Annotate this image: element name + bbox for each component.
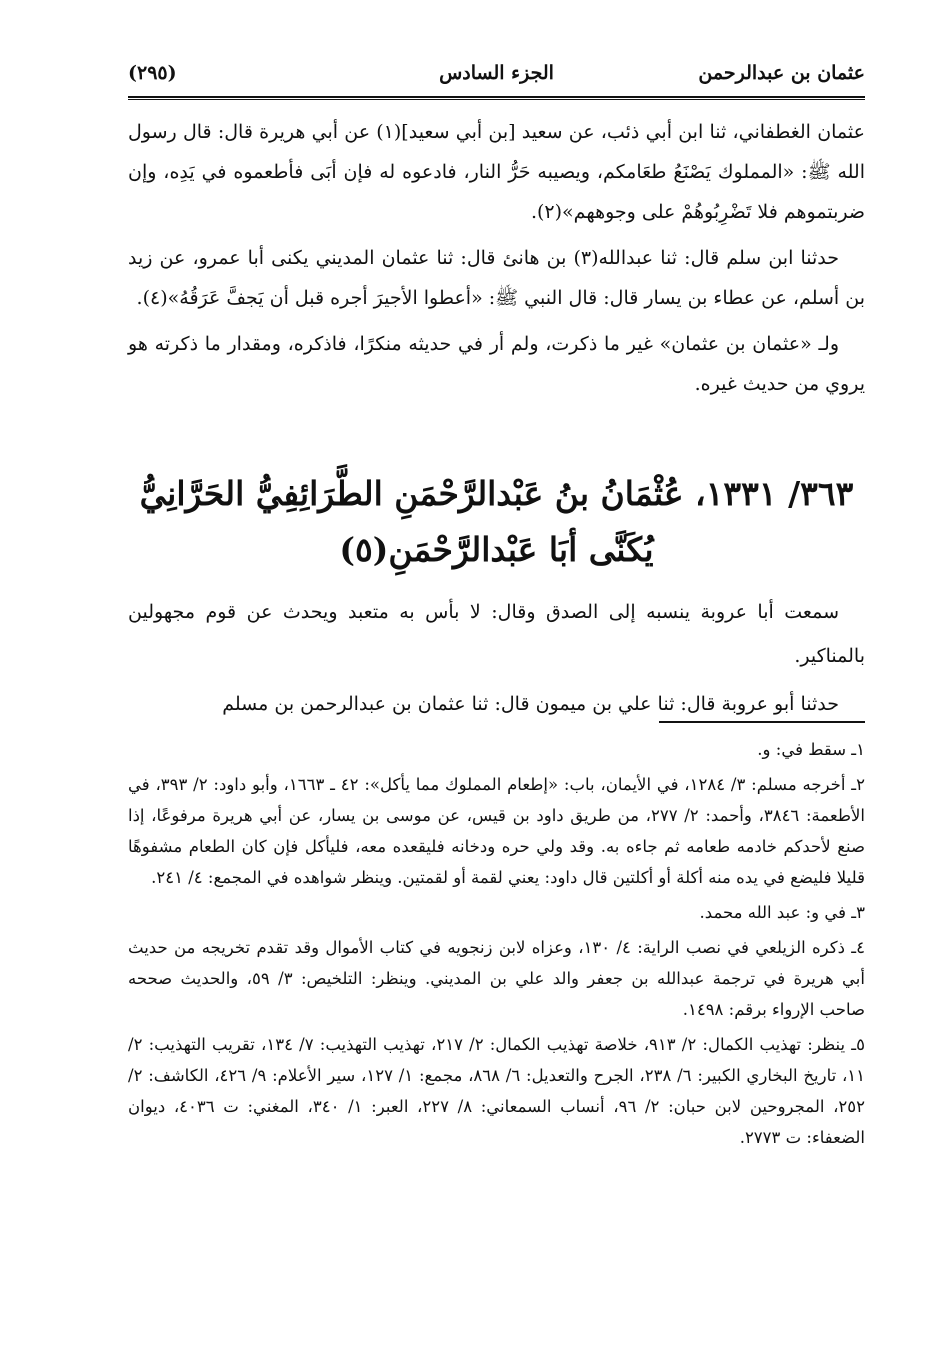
footnote: ٣ـ في و: عبد الله محمد. <box>699 903 865 922</box>
paragraph: عثمان الغطفاني، ثنا ابن أبي ذئب، عن سعيد [بن أبي سعيد](١) عن أبي هريرة قال: قال رسول الله ﷺ: «المملوك يَصْنَعُ طعَامكم، ويصيبه حَرُّ النار، فادعوه له فإن أبَى فأطعموه في يَدِه، وإن ضربتموهم فلا تَضْرِبُوهُمْ على وجوههم»(٢). <box>128 121 865 223</box>
paragraph: سمعت أبا عروبة ينسبه إلى الصدق وقال: لا بأس به متعبد ويحدث عن قوم مجهولين بالمناكير. <box>128 601 865 667</box>
footnote: ٢ـ أخرجه مسلم: ٣/ ١٢٨٤، في الأيمان، باب: «إطعام المملوك مما يأكل»: ٤٢ ـ ١٦٦٣، وأبو داود: ٢/ ٣٩٣، في الأطعمة: ٣٨٤٦، وأحمد: ٢/ ٢٧٧، من طريق داود بن قيس، عن موسى بن يسار، عن أبي هريرة مرفوعًا، إذا صنع لأحدكم خادمه طعامه ثم جاءه به. وقد ولي حره ودخانه فليقعده معه، فليأكل فإن كان الطعام مشفوهًا قليلا فليضع في يده منه أكلة أو أكلتين قال داود: يعني لقمة أو لقمتين. وينظر شواهده في المجمع: ٤/ ٢٤١. <box>128 775 865 887</box>
paragraph: ولـ «عثمان بن عثمان» غير ما ذكرت، ولم أر في حديثه منكرًا، فاذكره، ومقدار ما ذكرته هو يروي من حديث غيره. <box>128 333 865 395</box>
footnote: ٤ـ ذكره الزيلعي في نصب الراية: ٤/ ١٣٠، وعزاه لابن زنجويه في كتاب الأموال وقد تقدم تخريجه من حديث أبي هريرة في ترجمة عبدالله بن جعفر والد علي بن المديني. وينظر: التلخيص: ٣/ ٥٩، والحديث صححه صاحب الإرواء برقم: ١٤٩٨. <box>128 938 866 1019</box>
running-header <box>128 62 865 92</box>
footnote: ٥ـ ينظر: تهذيب الكمال: ٢/ ٩١٣، خلاصة تهذيب الكمال: ٢/ ٢١٧، تهذيب التهذيب: ٧/ ١٣٤، تقريب التهذيب: ٢/ ١١، تاريخ البخاري الكبير: ٦/ ٢٣٨، الجرح والتعديل: ٦/ ٨٦٨، مجمع: ١/ ١٢٧، سير الأعلام: ٩/ ٤٢٦، الكاشف: ٢/ ٢٥٢، المجروحين لابن حبان: ٢/ ٩٦، أنساب السمعاني: ٨/ ٢٢٧، العبر: ١/ ٣٤٠، المغني: ت ٤٠٣٦، ديوان الضعفاء: ت ٢٧٧٣. <box>128 1035 866 1147</box>
footnote: ١ـ سقط في: و. <box>757 740 865 759</box>
header-rule <box>128 96 865 98</box>
paragraph: حدثنا أبو عروبة قال: ثنا علي بن ميمون قال: ثنا عثمان بن عبدالرحمن بن مسلم <box>222 693 839 715</box>
header-author: عثمان بن عبدالرحمن <box>698 62 865 84</box>
entry-heading-line2: يُكَنَّى أبَا عَبْدالرَّحْمَنِ(٥) <box>339 530 654 569</box>
footnote-separator <box>659 721 865 723</box>
previous-entry-text <box>128 112 865 404</box>
entry-body-text <box>128 590 865 726</box>
paragraph: حدثنا ابن سلم قال: ثنا عبدالله(٣) بن هانئ قال: ثنا عثمان المديني يكنى أبا عمرو، عن زيد بن أسلم، عن عطاء بن يسار قال: قال النبي ﷺ: «أعطوا الأجيرَ أجره قبل أن يَجفَّ عَرَقُهُ»(٤). <box>128 247 865 309</box>
header-volume: الجزء السادس <box>439 62 554 84</box>
entry-heading <box>128 466 865 578</box>
header-rule-thin <box>128 99 865 100</box>
entry-heading-line1: ٣٦٣/ ١٣٣١، عُثْمَانُ بنُ عَبْدالرَّحْمَنِ الطَّرَائِفِيُّ الحَرَّانِيُّ <box>139 474 854 513</box>
footnotes <box>128 734 865 1153</box>
page-number: (٢٩٥) <box>128 62 177 84</box>
